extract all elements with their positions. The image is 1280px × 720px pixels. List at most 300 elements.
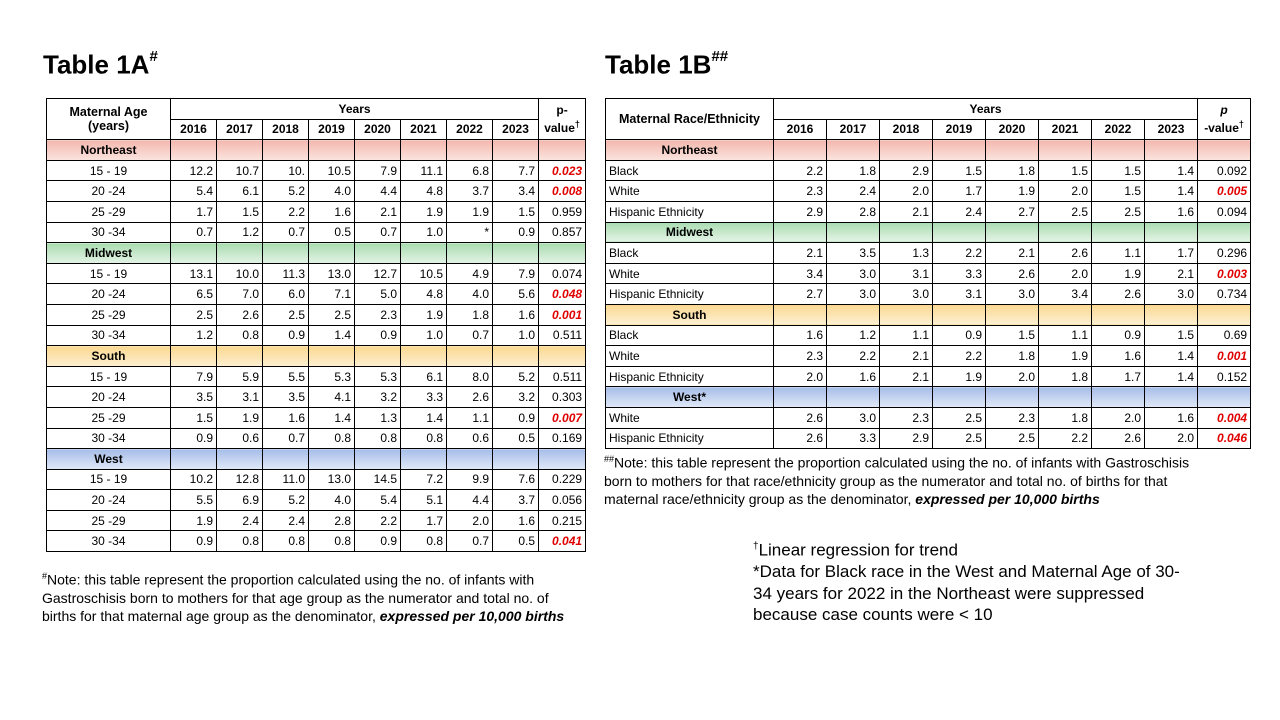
table-1a-pvalue-cell: 0.056	[539, 490, 586, 511]
table-1b-data-row	[606, 346, 1251, 367]
table-1a-pvalue-cell: 0.857	[539, 222, 586, 243]
table-1b-value-cell: 1.3	[880, 243, 933, 264]
table-1a-value-cell: 13.0	[309, 263, 355, 284]
table-1a-value-cell: 8.0	[447, 366, 493, 387]
table-1b-value-cell: 3.4	[1039, 284, 1092, 305]
table-1a-value-cell: 1.0	[401, 325, 447, 346]
table-1a-region-row	[47, 346, 586, 367]
table-1b-region-cell	[1092, 387, 1145, 408]
table-1a-year-2018: 2018	[263, 119, 309, 140]
table-1a-value-cell: 10.5	[309, 160, 355, 181]
table-1a-title-sup: #	[149, 48, 158, 65]
table-1a-value-cell: *	[447, 222, 493, 243]
table-1b-year-2020: 2020	[986, 119, 1039, 140]
table-1b-value-cell: 1.9	[1092, 263, 1145, 284]
table-1a-row-label: 25 -29	[47, 304, 171, 325]
table-1b-value-cell: 1.8	[1039, 366, 1092, 387]
table-1a-value-cell: 1.2	[217, 222, 263, 243]
table-1a-value-cell: 5.2	[263, 181, 309, 202]
table-1a-value-cell: 1.4	[309, 407, 355, 428]
table-1a-value-cell: 2.5	[263, 304, 309, 325]
table-1a-row-label: 30 -34	[47, 531, 171, 552]
table-1a-value-cell: 9.9	[447, 469, 493, 490]
table-1a-region-cell	[447, 243, 493, 264]
table-1b-region-cell	[827, 304, 880, 325]
table-1b-region-label: South	[606, 304, 774, 325]
table-1a-value-cell: 6.5	[171, 284, 217, 305]
table-1a-value-cell: 3.2	[355, 387, 401, 408]
table-1b-region-label: Northeast	[606, 140, 774, 161]
table-1a-region-cell	[493, 243, 539, 264]
table-1b-year-2023: 2023	[1145, 119, 1198, 140]
table-1a-value-cell: 2.3	[355, 304, 401, 325]
table-1b-data-row	[606, 201, 1251, 222]
table-1a-data-row	[47, 469, 586, 490]
table-1b-pvalue-cell: 0.094	[1198, 201, 1251, 222]
table-1a-value-cell: 5.3	[355, 366, 401, 387]
table-1a-years-header: Years	[171, 99, 539, 120]
table-1b-value-cell: 2.0	[1145, 428, 1198, 449]
table-1b-value-cell: 1.6	[1145, 201, 1198, 222]
table-1a-row-label: 15 - 19	[47, 160, 171, 181]
table-1b-title-text: Table 1B	[605, 49, 712, 80]
table-1b-region-cell	[880, 387, 933, 408]
table-1a-value-cell: 1.9	[401, 304, 447, 325]
table-1a-note-emphasis: expressed per 10,000 births	[379, 607, 565, 624]
table-1a-value-cell: 5.5	[171, 490, 217, 511]
table-1a-value-cell: 5.3	[309, 366, 355, 387]
table-1b-value-cell: 2.3	[986, 407, 1039, 428]
table-1a-row-label: 20 -24	[47, 490, 171, 511]
table-1a-value-cell: 4.4	[447, 490, 493, 511]
table-1b-value-cell: 2.1	[774, 243, 827, 264]
table-1b-region-cell	[880, 304, 933, 325]
table-1b-pvalue-cell: 0.046	[1198, 428, 1251, 449]
table-1a-data-row	[47, 325, 586, 346]
table-1b-year-2016: 2016	[774, 119, 827, 140]
table-1b-region-cell	[1039, 387, 1092, 408]
table-1b-title	[605, 45, 728, 80]
table-1a-year-2016: 2016	[171, 119, 217, 140]
table-1a-value-cell: 6.1	[217, 181, 263, 202]
table-1b-region-cell	[880, 222, 933, 243]
table-1a-value-cell: 0.8	[401, 531, 447, 552]
table-1a-region-label: Northeast	[47, 140, 171, 161]
table-1b-value-cell: 2.7	[774, 284, 827, 305]
table-1a-pvalue-cell: 0.001	[539, 304, 586, 325]
table-1b-region-cell	[1145, 222, 1198, 243]
table-1a-value-cell: 1.6	[309, 201, 355, 222]
table-1b-value-cell: 2.5	[933, 428, 986, 449]
table-1a-value-cell: 10.5	[401, 263, 447, 284]
table-1a-value-cell: 3.7	[447, 181, 493, 202]
table-1b-region-cell	[1198, 140, 1251, 161]
table-1a-value-cell: 3.7	[493, 490, 539, 511]
table-1b-pvalue-cell: 0.69	[1198, 325, 1251, 346]
table-1a-year-2017: 2017	[217, 119, 263, 140]
table-1a-value-cell: 0.7	[355, 222, 401, 243]
table-1b-data-row	[606, 284, 1251, 305]
table-1b-year-2018: 2018	[880, 119, 933, 140]
table-1a-value-cell: 5.6	[493, 284, 539, 305]
suppression-footnote: *Data for Black race in the West and Maternal Age of 30-34 years for 2022 in the Northeast were suppressed because case counts were < 10	[753, 562, 1180, 625]
table-1b-value-cell: 2.4	[827, 181, 880, 202]
table-1b-value-cell: 1.7	[1092, 366, 1145, 387]
table-1b-years-header: Years	[774, 99, 1198, 120]
table-1a-region-cell	[447, 449, 493, 470]
table-1b-pvalue-cell: 0.092	[1198, 160, 1251, 181]
table-1b-value-cell: 3.0	[827, 263, 880, 284]
table-1b-region-cell	[1092, 304, 1145, 325]
table-1a-region-label: Midwest	[47, 243, 171, 264]
table-1b-region-row	[606, 222, 1251, 243]
table-1a-value-cell: 5.9	[217, 366, 263, 387]
table-1a-region-cell	[263, 140, 309, 161]
table-1a-region-cell	[539, 243, 586, 264]
table-1b-pvalue-header: p -value†	[1198, 99, 1251, 140]
table-1b-value-cell: 2.6	[1039, 243, 1092, 264]
table-1b-region-row	[606, 140, 1251, 161]
table-1b-value-cell: 3.3	[933, 263, 986, 284]
table-1a-pvalue-cell: 0.041	[539, 531, 586, 552]
table-1b-value-cell: 2.1	[986, 243, 1039, 264]
table-1b-value-cell: 1.7	[933, 181, 986, 202]
table-1b-region-cell	[1198, 222, 1251, 243]
table-1b-region-cell	[1198, 387, 1251, 408]
table-1a-title-text: Table 1A	[43, 49, 150, 80]
table-1b-value-cell: 2.0	[880, 181, 933, 202]
table-1b-region-row	[606, 387, 1251, 408]
table-1b-value-cell: 2.0	[1039, 181, 1092, 202]
table-1a-year-2021: 2021	[401, 119, 447, 140]
table-1a-row-label: 30 -34	[47, 428, 171, 449]
table-1a-pvalue-cell: 0.048	[539, 284, 586, 305]
table-1a-value-cell: 0.9	[493, 407, 539, 428]
table-1b-region-cell	[827, 140, 880, 161]
table-1a-value-cell: 5.4	[355, 490, 401, 511]
table-1b-data-row	[606, 366, 1251, 387]
table-1a-region-cell	[309, 449, 355, 470]
table-1b-value-cell: 2.6	[774, 428, 827, 449]
table-1b-value-cell: 2.5	[986, 428, 1039, 449]
table-1b-value-cell: 2.9	[880, 160, 933, 181]
table-1b-region-cell	[986, 304, 1039, 325]
table-1a-value-cell: 7.9	[355, 160, 401, 181]
table-1b-row-label: Black	[606, 325, 774, 346]
table-1a-row-label: 15 - 19	[47, 263, 171, 284]
table-1b-region-cell	[986, 222, 1039, 243]
table-1a-value-cell: 1.6	[263, 407, 309, 428]
table-1a-value-cell: 3.5	[263, 387, 309, 408]
table-1b-value-cell: 2.1	[880, 201, 933, 222]
table-1b-value-cell: 0.9	[1092, 325, 1145, 346]
table-1a-value-cell: 4.0	[309, 181, 355, 202]
table-1a-value-cell: 2.4	[217, 510, 263, 531]
table-1a-data-row	[47, 284, 586, 305]
table-1b-region-cell	[1092, 140, 1145, 161]
table-1b-value-cell: 2.6	[774, 407, 827, 428]
table-1a-value-cell: 2.6	[217, 304, 263, 325]
table-1a-value-cell: 5.2	[263, 490, 309, 511]
table-1b-region-cell	[880, 140, 933, 161]
table-1a-value-cell: 0.7	[263, 428, 309, 449]
table-1b-value-cell: 1.6	[774, 325, 827, 346]
table-1b-value-cell: 3.1	[933, 284, 986, 305]
table-1a-value-cell: 11.0	[263, 469, 309, 490]
table-1b-note-sup: ##	[604, 454, 615, 464]
table-1a-region-cell	[217, 346, 263, 367]
table-1a-value-cell: 0.6	[217, 428, 263, 449]
table-1a-row-label: 20 -24	[47, 387, 171, 408]
table-1a-data-row	[47, 428, 586, 449]
table-1a-value-cell: 1.9	[171, 510, 217, 531]
table-1a-value-cell: 5.0	[355, 284, 401, 305]
footnotes	[753, 536, 1183, 626]
table-1b-value-cell: 2.0	[1039, 263, 1092, 284]
table-1b-value-cell: 1.5	[1092, 181, 1145, 202]
table-1a-region-cell	[539, 449, 586, 470]
table-1a-row-label: 20 -24	[47, 181, 171, 202]
table-1b-value-cell: 2.3	[774, 181, 827, 202]
table-1b-value-cell: 1.8	[986, 346, 1039, 367]
table-1b-region-cell	[1145, 304, 1198, 325]
table-1a-value-cell: 0.7	[263, 222, 309, 243]
table-1b-row-label: White	[606, 346, 774, 367]
table-1a-note-text: Note: this table represent the proportion calculated using the no. of infants with Gastroschisis born to mothers for that age group as the numerator and total no. of births for that maternal age group as the denominator,	[42, 571, 549, 624]
table-1b-year-2021: 2021	[1039, 119, 1092, 140]
table-1a-value-cell: 1.8	[447, 304, 493, 325]
table-1a-region-cell	[263, 449, 309, 470]
table-1a-value-cell: 10.2	[171, 469, 217, 490]
table-1b-value-cell: 1.6	[1092, 346, 1145, 367]
table-1b-region-cell	[1039, 222, 1092, 243]
table-1a-row-label: 20 -24	[47, 284, 171, 305]
table-1a-value-cell: 2.2	[355, 510, 401, 531]
table-1b-value-cell: 2.5	[1039, 201, 1092, 222]
table-1a-value-cell: 14.5	[355, 469, 401, 490]
table-1b-value-cell: 3.0	[1145, 284, 1198, 305]
table-1b-value-cell: 1.1	[1092, 243, 1145, 264]
table-1a-value-cell: 12.2	[171, 160, 217, 181]
table-1b-pvalue-cell: 0.734	[1198, 284, 1251, 305]
table-1b-region-label: Midwest	[606, 222, 774, 243]
table-1b-value-cell: 0.9	[933, 325, 986, 346]
table-1b-row-label: Hispanic Ethnicity	[606, 201, 774, 222]
table-1b-value-cell: 3.0	[827, 407, 880, 428]
table-1a-value-cell: 11.1	[401, 160, 447, 181]
table-1a-value-cell: 0.8	[309, 531, 355, 552]
table-1b-value-cell: 3.5	[827, 243, 880, 264]
table-1b-region-cell	[986, 387, 1039, 408]
table-1b-data-row	[606, 428, 1251, 449]
table-1a-value-cell: 1.0	[493, 325, 539, 346]
table-1b-data-row	[606, 160, 1251, 181]
table-1a-pvalue-cell: 0.511	[539, 366, 586, 387]
table-1b-value-cell: 2.5	[933, 407, 986, 428]
table-1a-row-label: 15 - 19	[47, 469, 171, 490]
table-1a-data-row	[47, 490, 586, 511]
table-1a-region-cell	[171, 140, 217, 161]
table-1b-value-cell: 1.4	[1145, 181, 1198, 202]
table-1a-value-cell: 1.4	[401, 407, 447, 428]
table-1b-value-cell: 3.3	[827, 428, 880, 449]
table-1a-value-cell: 1.6	[493, 304, 539, 325]
table-1a-value-cell: 1.6	[493, 510, 539, 531]
table-1a-value-cell: 3.5	[171, 387, 217, 408]
table-1b-value-cell: 2.1	[880, 346, 933, 367]
table-1a-pvalue-cell: 0.169	[539, 428, 586, 449]
table-1a-value-cell: 0.9	[263, 325, 309, 346]
table-1a-value-cell: 2.6	[447, 387, 493, 408]
table-1a-value-cell: 0.7	[447, 531, 493, 552]
table-1a-value-cell: 10.	[263, 160, 309, 181]
table-1a-value-cell: 7.6	[493, 469, 539, 490]
table-1b-value-cell: 3.4	[774, 263, 827, 284]
table-1a-value-cell: 1.5	[171, 407, 217, 428]
table-1b-value-cell: 2.6	[1092, 428, 1145, 449]
table-1b-region-cell	[774, 387, 827, 408]
table-1a-data-row	[47, 263, 586, 284]
table-1a-value-cell: 0.9	[355, 531, 401, 552]
table-1b-value-cell: 1.4	[1145, 160, 1198, 181]
table-1a-value-cell: 4.1	[309, 387, 355, 408]
table-1b-region-cell	[774, 222, 827, 243]
table-1b-region-cell	[1198, 304, 1251, 325]
table-1b-row-label: Hispanic Ethnicity	[606, 428, 774, 449]
table-1a-region-cell	[171, 449, 217, 470]
table-1a-value-cell: 2.0	[447, 510, 493, 531]
table-1b-region-cell	[1092, 222, 1145, 243]
table-1a-value-cell: 0.9	[355, 325, 401, 346]
table-1a-value-cell: 0.8	[309, 428, 355, 449]
table-1b-row-label: Black	[606, 160, 774, 181]
table-1b-value-cell: 1.5	[1092, 160, 1145, 181]
table-1a-value-cell: 1.1	[447, 407, 493, 428]
table-1a-value-cell: 1.9	[401, 201, 447, 222]
table-1a-value-cell: 11.3	[263, 263, 309, 284]
table-1b-value-cell: 2.9	[774, 201, 827, 222]
table-1a-data-row	[47, 531, 586, 552]
table-1a-value-cell: 5.5	[263, 366, 309, 387]
table-1a-value-cell: 1.7	[171, 201, 217, 222]
table-1a-region-cell	[309, 346, 355, 367]
table-1b-value-cell: 1.6	[1145, 407, 1198, 428]
table-1a-value-cell: 0.7	[171, 222, 217, 243]
table-1a-region-cell	[493, 449, 539, 470]
table-1b-value-cell: 1.8	[1039, 407, 1092, 428]
table-1a-data-row	[47, 201, 586, 222]
table-1a-region-cell	[539, 140, 586, 161]
table-1b-value-cell: 2.3	[880, 407, 933, 428]
table-1a-value-cell: 5.1	[401, 490, 447, 511]
table-1a-value-cell: 13.1	[171, 263, 217, 284]
table-1a-region-cell	[217, 449, 263, 470]
table-1a-value-cell: 4.0	[447, 284, 493, 305]
table-1b-note-emphasis: expressed per 10,000 births	[915, 490, 1100, 507]
table-1a-value-cell: 0.8	[355, 428, 401, 449]
table-1a-data-row	[47, 407, 586, 428]
table-1b-note-text: Note: this table represent the proportion calculated using the no. of infants with Gastroschisis born to mothers for that race/ethnicity group as the numerator and total no. of births for that maternal race/ethnicity group as the denominator,	[604, 454, 1190, 507]
table-1a-value-cell: 1.0	[401, 222, 447, 243]
table-1a-value-cell: 0.8	[401, 428, 447, 449]
table-1b-value-cell: 3.1	[880, 263, 933, 284]
table-1a-value-cell: 12.8	[217, 469, 263, 490]
table-1b-value-cell: 2.0	[1092, 407, 1145, 428]
table-1a-region-cell	[539, 346, 586, 367]
table-1b-row-header: Maternal Race/Ethnicity	[606, 99, 774, 140]
table-1a-value-cell: 0.7	[447, 325, 493, 346]
table-1a-value-cell: 10.7	[217, 160, 263, 181]
table-1a-value-cell: 7.9	[493, 263, 539, 284]
table-1a-value-cell: 6.8	[447, 160, 493, 181]
table-1a-data-row	[47, 387, 586, 408]
table-1a-value-cell: 3.2	[493, 387, 539, 408]
table-1b-value-cell: 1.1	[880, 325, 933, 346]
table-1a-year-2023: 2023	[493, 119, 539, 140]
table-1a-row-label: 25 -29	[47, 201, 171, 222]
table-1a-value-cell: 3.3	[401, 387, 447, 408]
table-1b-row-label: Hispanic Ethnicity	[606, 284, 774, 305]
table-1a-region-cell	[355, 243, 401, 264]
table-1a-value-cell: 3.4	[493, 181, 539, 202]
table-1a-region-cell	[217, 140, 263, 161]
table-1b-value-cell: 3.0	[880, 284, 933, 305]
table-1b-row-label: Black	[606, 243, 774, 264]
table-1b-pvalue-cell: 0.005	[1198, 181, 1251, 202]
table-1a-value-cell: 5.4	[171, 181, 217, 202]
table-1a-region-row	[47, 449, 586, 470]
table-1a-data-row	[47, 510, 586, 531]
table-1a-value-cell: 2.5	[171, 304, 217, 325]
table-1a-value-cell: 2.8	[309, 510, 355, 531]
table-1b-value-cell: 1.9	[986, 181, 1039, 202]
table-1b-pvalue-cell: 0.003	[1198, 263, 1251, 284]
table-1a-note-sup: #	[42, 571, 48, 581]
table-1b-value-cell: 2.4	[933, 201, 986, 222]
table-1b-region-cell	[1039, 304, 1092, 325]
table-1a-row-label: 30 -34	[47, 222, 171, 243]
table-1b-value-cell: 1.9	[1039, 346, 1092, 367]
table-1a-value-cell: 6.9	[217, 490, 263, 511]
table-1b-data-row	[606, 243, 1251, 264]
table-1b-year-2017: 2017	[827, 119, 880, 140]
table-1b-value-cell: 1.4	[1145, 346, 1198, 367]
table-1a-value-cell: 0.8	[217, 325, 263, 346]
table-1b-data-row	[606, 263, 1251, 284]
table-1b-pvalue-cell: 0.004	[1198, 407, 1251, 428]
table-1b-region-label: West*	[606, 387, 774, 408]
table-1b-region-cell	[827, 387, 880, 408]
table-1b-value-cell: 2.9	[880, 428, 933, 449]
table-1a-region-cell	[401, 140, 447, 161]
table-1b-row-label: Hispanic Ethnicity	[606, 366, 774, 387]
table-1b-value-cell: 1.1	[1039, 325, 1092, 346]
dagger-footnote: †Linear regression for trend	[753, 540, 958, 560]
table-1a-value-cell: 1.5	[217, 201, 263, 222]
table-1b-region-cell	[1145, 387, 1198, 408]
table-1a-value-cell: 2.4	[263, 510, 309, 531]
table-1a-value-cell: 7.2	[401, 469, 447, 490]
table-1b-value-cell: 3.0	[986, 284, 1039, 305]
table-1a-row-label: 30 -34	[47, 325, 171, 346]
table-1a-region-cell	[263, 346, 309, 367]
table-1a-value-cell: 1.7	[401, 510, 447, 531]
table-1b-value-cell: 2.0	[774, 366, 827, 387]
table-1a-value-cell: 5.2	[493, 366, 539, 387]
table-1a-pvalue-cell: 0.007	[539, 407, 586, 428]
table-1b-region-cell	[774, 140, 827, 161]
table-1a-value-cell: 7.1	[309, 284, 355, 305]
